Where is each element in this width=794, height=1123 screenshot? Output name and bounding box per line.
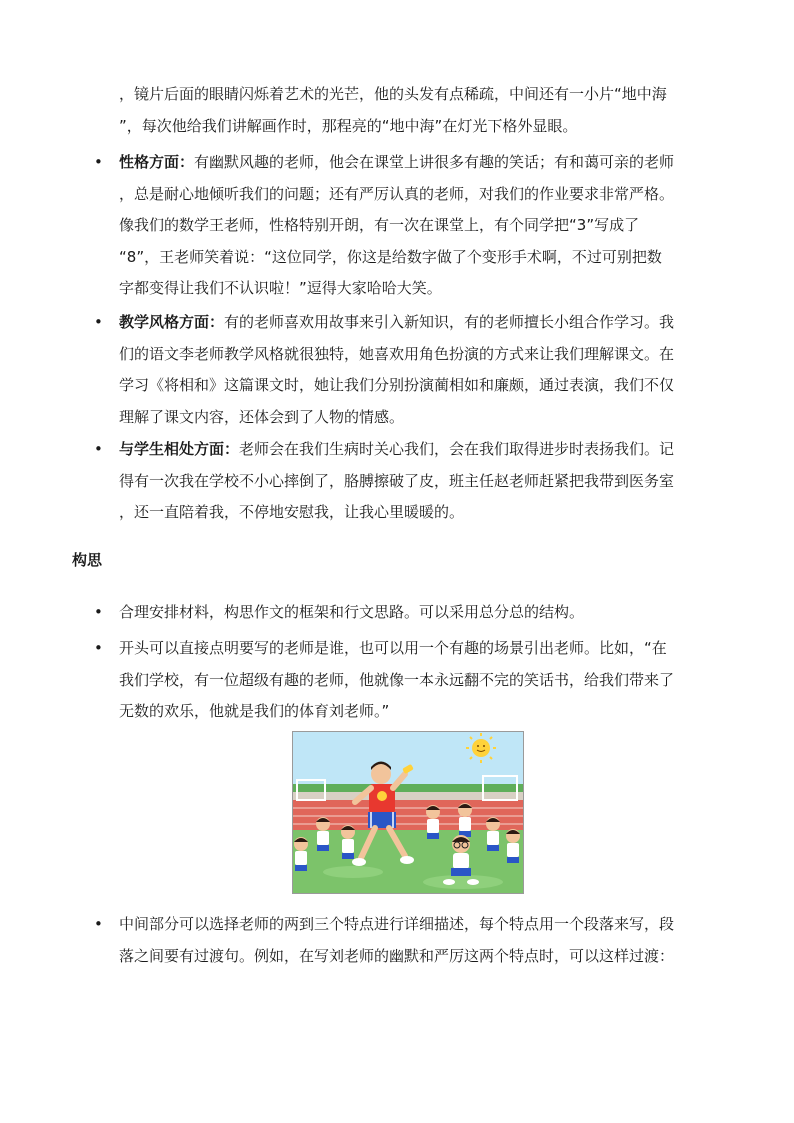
- outline-text: 合理安排材料，构思作文的框架和行文思路。可以采用总分总的结构。: [119, 603, 585, 621]
- personality-paragraph: [119, 147, 729, 305]
- point-text: 学习《将相和》这篇课文时，她让我们分别扮演蔺相如和廉颇，通过表演，我们不仅: [119, 376, 675, 394]
- bullet-marker: •: [94, 313, 103, 331]
- outline-text: 开头可以直接点明要写的老师是谁，也可以用一个有趣的场景引出老师。比如，“在: [119, 639, 667, 657]
- outline-text: 我们学校，有一位超级有趣的老师，他就像一本永远翻不完的笑话书，给我们带来了: [119, 670, 675, 689]
- point-text: “8”，王老师笑着说：“这位同学，你这是给数字做了个变形手术啊，不过可别把数: [119, 247, 662, 266]
- point-text: 字都变得让我们不认识啦！”逗得大家哈哈大笑。: [119, 279, 442, 297]
- section-heading: 构思: [72, 551, 103, 569]
- point-label: 与学生相处方面：: [119, 440, 240, 458]
- outline-text: 无数的欢乐，他就是我们的体育刘老师。”: [119, 702, 390, 720]
- point-text: 们的语文李老师教学风格就很独特，她喜欢用角色扮演的方式来让我们理解课文。在: [119, 344, 675, 363]
- point-text: 老师会在我们生病时关心我们，会在我们取得进步时表扬我们。记: [239, 440, 675, 458]
- point-label: 性格方面：: [119, 153, 195, 171]
- point-text: ，总是耐心地倾听我们的问题；还有严厉认真的老师，对我们的作业要求非常严格。: [119, 184, 675, 203]
- intro-line: ”，每次他给我们讲解画作时，那程亮的“地中海”在灯光下格外显眼。: [119, 116, 578, 135]
- point-text: 像我们的数学王老师，性格特别开朗，有一次在课堂上，有个同学把“3”写成了: [119, 216, 640, 234]
- intro-paragraph: [119, 79, 729, 142]
- point-text: 得有一次我在学校不小心摔倒了，胳膊擦破了皮，班主任赵老师赶紧把我带到医务室: [119, 471, 675, 490]
- bullet-marker: •: [94, 603, 103, 621]
- bullet-marker: •: [94, 153, 103, 171]
- outline-text: 中间部分可以选择老师的两到三个特点进行详细描述，每个特点用一个段落来写，段: [119, 915, 675, 933]
- teaching-style-paragraph: [119, 307, 729, 433]
- bullet-marker: •: [94, 915, 103, 933]
- point-text: 有的老师喜欢用故事来引入新知识，有的老师擅长小组合作学习。我: [224, 313, 675, 331]
- outline-item: [119, 597, 729, 629]
- bullet-marker: •: [94, 639, 103, 657]
- outline-item: [119, 909, 729, 972]
- point-text: 有幽默风趣的老师，他会在课堂上讲很多有趣的笑话；有和蔼可亲的老师: [194, 153, 675, 171]
- bullet-marker: •: [94, 440, 103, 458]
- teacher-illustration: [292, 731, 524, 894]
- intro-line: ，镜片后面的眼睛闪烁着艺术的光芒，他的头发有点稀疏，中间还有一小片“地中海: [119, 85, 667, 103]
- outline-item: [119, 633, 729, 728]
- point-text: 理解了课文内容，还体会到了人物的情感。: [119, 407, 405, 426]
- point-label: 教学风格方面：: [119, 313, 225, 331]
- point-text: ，还一直陪着我，不停地安慰我，让我心里暖暖的。: [119, 503, 465, 521]
- outline-text: 落之间要有过渡句。例如，在写刘老师的幽默和严厉这两个特点时，可以这样过渡：: [119, 946, 675, 965]
- student-relations-paragraph: [119, 434, 729, 529]
